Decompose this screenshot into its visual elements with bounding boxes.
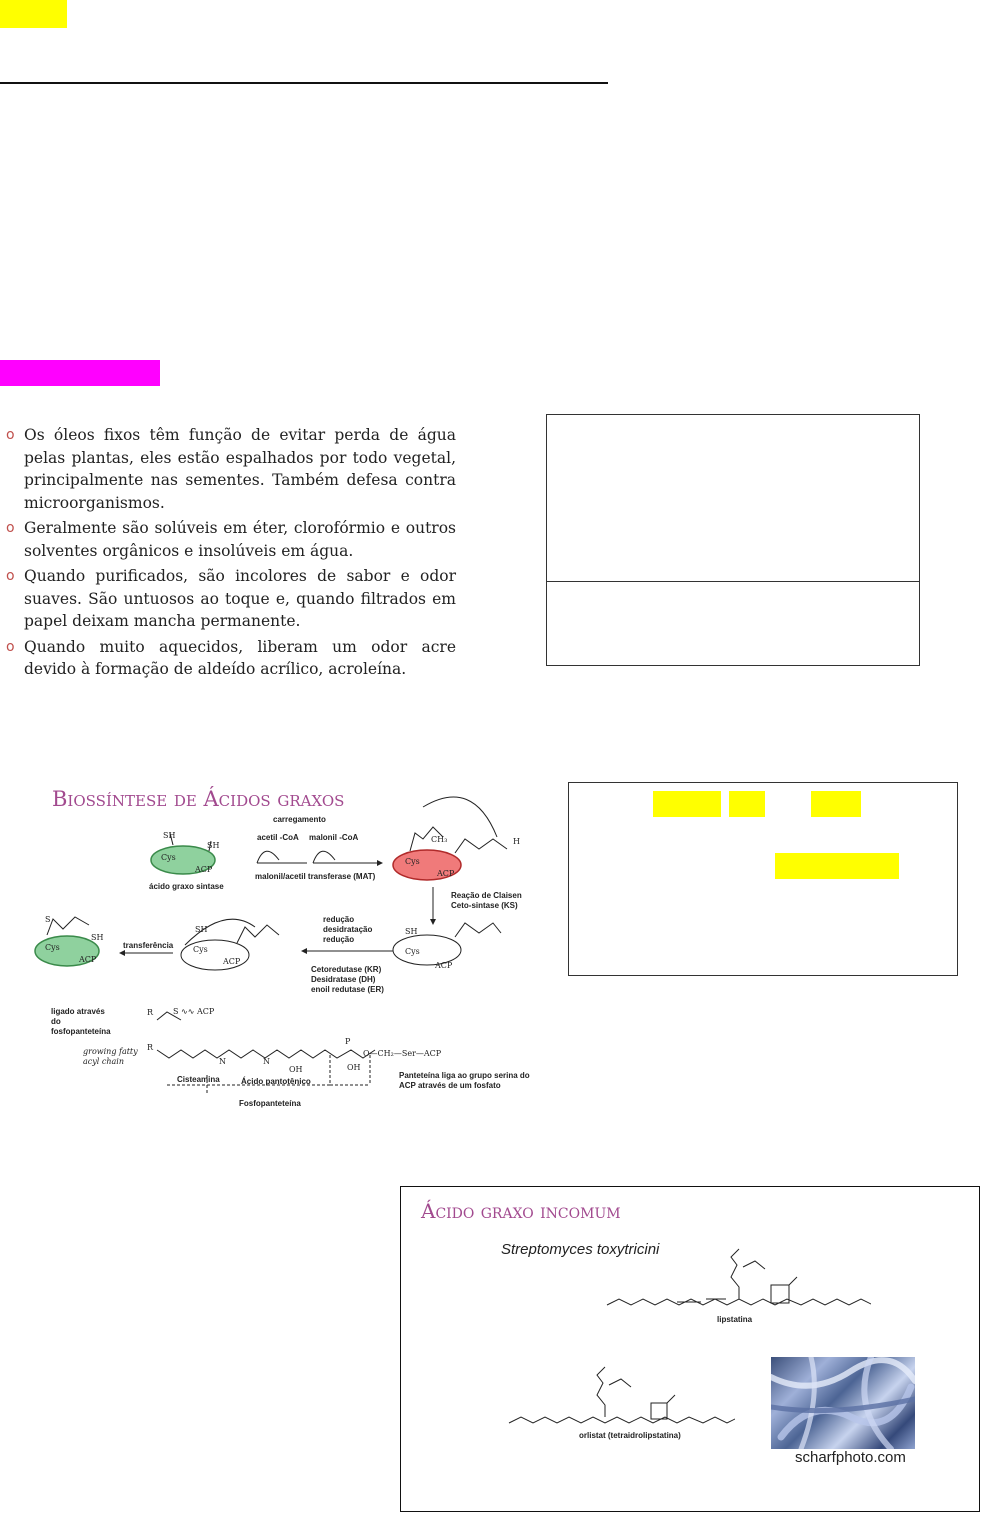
bullet-circle-icon: o (6, 427, 15, 443)
label-cisteamina: Cisteamina (177, 1075, 220, 1084)
label-reducao-1: redução (323, 915, 355, 924)
properties-list (6, 424, 456, 684)
label-er: enoil redutase (ER) (311, 985, 384, 994)
label-carregamento: carregamento (273, 815, 326, 824)
highlight-3 (811, 791, 861, 817)
empty-info-box (546, 414, 920, 666)
label-malonil-coa: malonil -CoA (309, 833, 359, 842)
label-sh-2: SH (207, 841, 220, 850)
label-p: P (345, 1037, 351, 1046)
label-mat: malonil/acetil transferase (MAT) (255, 872, 376, 881)
label-reducao-3: redução (323, 935, 355, 944)
label-acetil-coa: acetil -CoA (257, 833, 299, 842)
label-fosfopanteteina: Fosfopanteteína (239, 1099, 301, 1108)
label-acp-3: ACP (435, 961, 453, 970)
label-growing-1: growing fatty (83, 1047, 138, 1056)
label-cys-5: Cys (45, 943, 60, 952)
bullet-circle-icon: o (6, 638, 15, 655)
lipstatin-label: lipstatina (717, 1315, 753, 1324)
label-kr: Cetoredutase (KR) (311, 965, 382, 974)
list-item: o Quando purificados, são incolores de sabor e odor suaves. São untuosos ao toque e, quando filtrados em papel deixam mancha permanente. (6, 567, 456, 630)
photo-credit: scharfphoto.com (795, 1449, 906, 1466)
label-acp-1: ACP (195, 865, 213, 874)
label-panteteina-1: Panteteína liga ao grupo serina do (399, 1071, 530, 1080)
label-oh-1: OH (289, 1065, 303, 1074)
label-cys-3: Cys (405, 947, 420, 956)
highlight-box (568, 782, 958, 976)
list-item: o Os óleos fixos têm função de evitar perda de água pelas plantas, eles estão espalhados por todo vegetal, principalmente nas sementes. Também defesa contra microorganismos. (6, 426, 456, 512)
label-acp-4: ACP (223, 957, 241, 966)
label-cys-4: Cys (193, 945, 208, 954)
label-cys-1: Cys (161, 853, 176, 862)
label-panteteina-2: ACP através de um fosfato (399, 1081, 501, 1090)
label-acp-2: ACP (437, 869, 455, 878)
label-ligado-2: do (51, 1017, 61, 1026)
label-claisen-2: Ceto-sintase (KS) (451, 901, 518, 910)
label-dh: Desidratase (DH) (311, 975, 376, 984)
highlight-2 (729, 791, 765, 817)
label-claisen-1: Reação de Claisen (451, 891, 522, 900)
organism-name: Streptomyces toxytricini (501, 1241, 660, 1258)
uncommon-title: Ácido graxo incomum (421, 1199, 621, 1223)
label-transferencia: transferência (123, 941, 174, 950)
label-acp-5: ACP (79, 955, 97, 964)
label-ligado-1: ligado através (51, 1007, 105, 1016)
label-r-1: R (147, 1008, 154, 1017)
bullet-circle-icon: o (6, 568, 15, 584)
label-sh-1: SH (163, 831, 176, 840)
label-oh-2: OH (347, 1063, 361, 1072)
label-nh-2: N (263, 1057, 270, 1066)
label-sh-3: SH (405, 927, 418, 936)
heading-rule (0, 82, 608, 84)
section-highlight-magenta (0, 360, 160, 386)
label-s-acp: S ∿∿ ACP (173, 1007, 215, 1016)
bacteria-photo (771, 1357, 915, 1449)
label-sh-4: SH (195, 925, 208, 934)
highlight-block-top (0, 0, 67, 28)
biosynthesis-figure (25, 785, 555, 1115)
list-item: o Geralmente são solúveis em éter, clorofórmio e outros solventes orgânicos e insolúveis em água. (6, 519, 456, 560)
label-ser-chain: O—CH₂—Ser—ACP (363, 1049, 442, 1058)
figure-title: Biossíntese de Ácidos graxos (52, 787, 345, 811)
label-nh-1: N (219, 1057, 226, 1066)
label-enzyme: ácido graxo sintase (149, 882, 224, 891)
highlight-4 (775, 853, 899, 879)
label-sh-5: SH (91, 933, 104, 942)
bullet-circle-icon: o (6, 520, 15, 536)
label-ligado-3: fosfopanteteína (51, 1027, 111, 1036)
highlight-1 (653, 791, 721, 817)
label-h: H (513, 837, 520, 846)
box-divider (547, 581, 919, 582)
label-r-2: R (147, 1043, 154, 1052)
orlistat-label: orlistat (tetraidrolipstatina) (579, 1431, 681, 1440)
label-reducao-2: desidratação (323, 925, 373, 934)
label-ch3: CH₃ (431, 835, 448, 844)
bacteria-filaments (771, 1357, 915, 1449)
label-s-1: S (45, 915, 51, 924)
label-pantotenico: Ácido pantotênico (241, 1077, 311, 1086)
label-growing-2: acyl chain (83, 1057, 124, 1066)
uncommon-fatty-acid-box (400, 1186, 980, 1512)
label-cys-2: Cys (405, 857, 420, 866)
list-item: o Quando muito aquecidos, liberam um odor acre devido à formação de aldeído acrílico, acroleína. (6, 637, 456, 678)
